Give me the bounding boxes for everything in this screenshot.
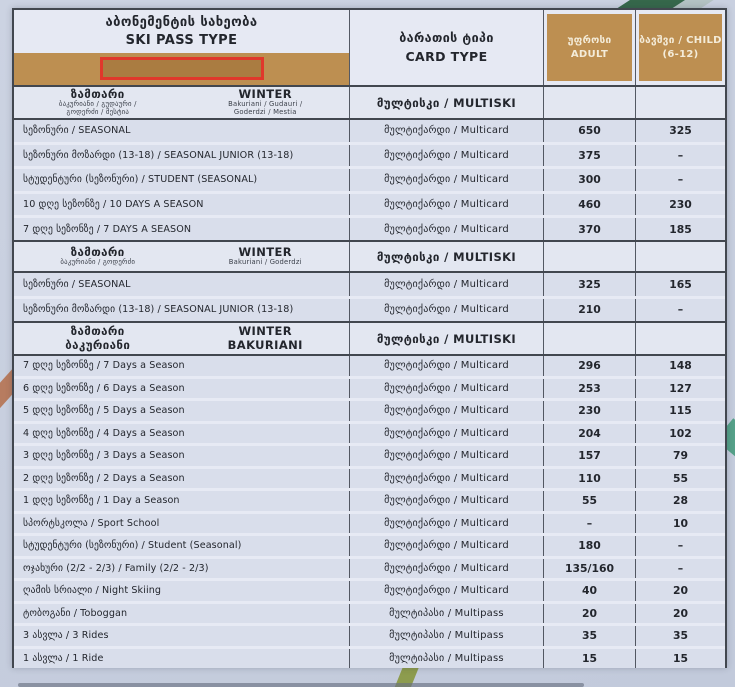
price-row — [14, 299, 725, 322]
section-subtitle-en-line1: Bakuriani / Gudauri / — [228, 100, 303, 109]
price-row — [14, 604, 725, 627]
header-adult — [544, 10, 636, 85]
table-body — [14, 85, 725, 668]
section-subtitle-ka-line1: ბაკურიანი / გუდაური / — [58, 100, 137, 109]
child-price-cell: 115 — [669, 404, 692, 418]
child-price-cell: – — [677, 148, 684, 162]
child-price-cell: – — [677, 561, 684, 575]
section-card-type: მულტისკი / MULTISKI — [350, 323, 544, 354]
section-subtitle-ka-line1: ბაკურიანი / გოდერძი — [60, 258, 136, 267]
price-row — [14, 379, 725, 402]
price-row — [14, 581, 725, 604]
pass-type-cell: 1 დღე სეზონზე / 1 Day a Season — [14, 491, 350, 511]
section-title-cell — [14, 323, 350, 354]
card-type-cell: მულტიქარდი / Multicard — [350, 536, 544, 556]
card-type-cell: მულტიქარდი / Multicard — [350, 169, 544, 191]
adult-price-cell: 204 — [544, 424, 636, 444]
card-type-cell: მულტიქარდი / Multicard — [350, 379, 544, 399]
section-child-empty-cell — [636, 87, 725, 118]
card-type-cell: მულტიქარდი / Multicard — [350, 469, 544, 489]
card-type-cell: მულტიქარდი / Multicard — [350, 491, 544, 511]
table-section — [14, 240, 725, 321]
adult-price-cell: 370 — [544, 218, 636, 240]
child-price-cell: – — [677, 173, 684, 187]
card-type-cell: მულტიქარდი / Multicard — [350, 299, 544, 322]
section-title-en: WINTER — [238, 244, 293, 259]
adult-price-cell: 157 — [544, 446, 636, 466]
child-price-cell: 20 — [672, 584, 689, 598]
price-row — [14, 559, 725, 582]
adult-price-cell: 300 — [544, 169, 636, 191]
adult-price-cell: 180 — [544, 536, 636, 556]
card-type-cell: მულტიქარდი / Multicard — [350, 581, 544, 601]
pass-type-cell: 3 ასვლა / 3 Rides — [14, 626, 350, 646]
child-price-cell: 185 — [669, 222, 692, 236]
ski-pass-type-label-ka: აბონემენტის სახეობა — [105, 14, 258, 30]
child-price-cell: 127 — [669, 381, 692, 395]
section-title-cell — [14, 242, 350, 271]
card-type-cell: მულტიპასი / Multipass — [350, 626, 544, 646]
section-header-row — [14, 240, 725, 273]
card-type-cell: მულტიქარდი / Multicard — [350, 120, 544, 142]
section-adult-empty-cell — [544, 87, 636, 118]
pass-type-cell: 2 დღე სეზონზე / 2 Days a Season — [14, 469, 350, 489]
adult-price-cell: 15 — [544, 649, 636, 669]
section-title-en-line2: BAKURIANI — [227, 337, 303, 352]
section-rows — [14, 273, 725, 321]
table-section — [14, 85, 725, 240]
price-row — [14, 273, 725, 299]
section-title-english — [182, 323, 350, 354]
table-section — [14, 321, 725, 668]
child-price-cell: 28 — [672, 494, 689, 508]
price-row — [14, 649, 725, 669]
adult-price-cell: 296 — [544, 356, 636, 376]
price-row — [14, 194, 725, 219]
pass-type-cell: 10 დღე სეზონზე / 10 DAYS A SEASON — [14, 194, 350, 216]
adult-price-cell: 253 — [544, 379, 636, 399]
child-price-cell: 55 — [672, 471, 689, 485]
adult-price-cell: 20 — [544, 604, 636, 624]
adult-price-cell: – — [544, 514, 636, 534]
card-type-cell: მულტიქარდი / Multicard — [350, 559, 544, 579]
section-title-georgian — [14, 242, 182, 271]
card-type-cell: მულტიქარდი / Multicard — [350, 424, 544, 444]
pass-type-cell: ტობოგანი / Toboggan — [14, 604, 350, 624]
section-title-cell — [14, 87, 350, 118]
section-title-en: WINTER — [238, 87, 293, 102]
header-card-type — [350, 10, 544, 85]
section-rows — [14, 120, 725, 240]
pass-type-cell: 3 დღე სეზონზე / 3 Days a Season — [14, 446, 350, 466]
price-row — [14, 356, 725, 379]
child-price-cell: 10 — [672, 516, 689, 530]
adult-label-ka: უფროსი — [567, 35, 612, 46]
adult-price-cell: 325 — [544, 273, 636, 296]
child-price-cell: 165 — [669, 277, 692, 291]
section-title-ka-line2: ბაკურიანი — [65, 337, 131, 352]
card-type-label-en: CARD TYPE — [405, 48, 488, 64]
pass-type-cell: 1 ასვლა / 1 Ride — [14, 649, 350, 669]
child-price-cell: 79 — [672, 449, 689, 463]
child-price-cell: – — [677, 303, 684, 317]
child-header-block — [639, 14, 722, 81]
red-annotation-box — [100, 57, 264, 80]
child-price-cell: – — [677, 539, 684, 553]
pass-type-cell: 6 დღე სეზონზე / 6 Days a Season — [14, 379, 350, 399]
pass-type-cell: სტუდენტური (სეზონური) / STUDENT (SEASONAL) — [14, 169, 350, 191]
section-rows — [14, 356, 725, 668]
child-label-line2: (6-12) — [662, 48, 699, 60]
child-price-cell: 20 — [672, 606, 689, 620]
section-child-empty-cell — [636, 323, 725, 354]
header-child — [636, 10, 725, 85]
section-header-row — [14, 321, 725, 356]
section-card-type: მულტისკი / MULTISKI — [350, 87, 544, 118]
price-row — [14, 169, 725, 194]
section-adult-empty-cell — [544, 242, 636, 271]
card-type-cell: მულტიქარდი / Multicard — [350, 218, 544, 240]
adult-price-cell: 35 — [544, 626, 636, 646]
child-price-cell: 102 — [669, 426, 692, 440]
adult-price-cell: 230 — [544, 401, 636, 421]
card-type-cell: მულტიქარდი / Multicard — [350, 356, 544, 376]
pass-type-cell: ღამის სრიალი / Night Skiing — [14, 581, 350, 601]
pass-type-cell: 7 დღე სეზონზე / 7 DAYS A SEASON — [14, 218, 350, 240]
pass-type-cell: სეზონური / SEASONAL — [14, 120, 350, 142]
card-type-cell: მულტიპასი / Multipass — [350, 649, 544, 669]
price-row — [14, 120, 725, 145]
section-title-en: WINTER — [238, 324, 293, 339]
adult-price-cell: 460 — [544, 194, 636, 216]
pass-type-cell: სეზონური მოზარდი (13-18) / SEASONAL JUNIOR (13-18) — [14, 299, 350, 322]
section-card-type: მულტისკი / MULTISKI — [350, 242, 544, 271]
card-type-cell: მულტიქარდი / Multicard — [350, 401, 544, 421]
adult-price-cell: 40 — [544, 581, 636, 601]
card-type-cell: მულტიქარდი / Multicard — [350, 145, 544, 167]
ski-pass-type-label-en: SKI PASS TYPE — [125, 32, 238, 48]
section-title-georgian — [14, 323, 182, 354]
card-type-cell: მულტიქარდი / Multicard — [350, 194, 544, 216]
pass-type-cell: სპორტსკოლა / Sport School — [14, 514, 350, 534]
section-title-georgian — [14, 87, 182, 118]
child-price-cell: 35 — [672, 629, 689, 643]
section-title-ka: ზამთარი — [70, 244, 125, 259]
pass-type-cell: ოჯახური (2/2 - 2/3) / Family (2/2 - 2/3) — [14, 559, 350, 579]
section-title-english — [182, 242, 350, 271]
price-row — [14, 514, 725, 537]
highlight-band — [14, 53, 349, 85]
table-header-row — [14, 10, 725, 85]
price-row — [14, 401, 725, 424]
pass-type-cell: 4 დღე სეზონზე / 4 Days a Season — [14, 424, 350, 444]
pass-type-cell: 7 დღე სეზონზე / 7 Days a Season — [14, 356, 350, 376]
section-header-row — [14, 85, 725, 120]
section-child-empty-cell — [636, 242, 725, 271]
price-row — [14, 626, 725, 649]
section-subtitle-ka-line2: გოდერძი / მესტია — [66, 108, 130, 117]
section-title-english — [182, 87, 350, 118]
adult-price-cell: 210 — [544, 299, 636, 322]
header-ski-pass-type — [14, 10, 350, 85]
section-adult-empty-cell — [544, 323, 636, 354]
pass-type-cell: სეზონური / SEASONAL — [14, 273, 350, 296]
card-type-label-ka: ბარათის ტიპი — [399, 29, 494, 45]
adult-header-block — [547, 14, 632, 81]
pass-type-cell: სტუდენტური (სეზონური) / Student (Seasonal) — [14, 536, 350, 556]
child-price-cell: 230 — [669, 198, 692, 212]
price-row — [14, 218, 725, 240]
card-type-cell: მულტიპასი / Multipass — [350, 604, 544, 624]
section-title-ka: ზამთარი — [70, 324, 125, 339]
ski-pass-price-table — [12, 8, 727, 668]
child-price-cell: 325 — [669, 124, 692, 138]
price-row — [14, 424, 725, 447]
adult-price-cell: 110 — [544, 469, 636, 489]
price-row — [14, 491, 725, 514]
price-row — [14, 446, 725, 469]
section-title-ka: ზამთარი — [70, 87, 125, 102]
child-price-cell: 15 — [672, 651, 689, 665]
section-subtitle-en-line1: Bakuriani / Goderdzi — [228, 258, 302, 267]
child-price-cell: 148 — [669, 359, 692, 373]
adult-price-cell: 135/160 — [544, 559, 636, 579]
price-row — [14, 145, 725, 170]
adult-price-cell: 650 — [544, 120, 636, 142]
price-row — [14, 536, 725, 559]
section-subtitle-en-line2: Goderdzi / Mestia — [233, 108, 297, 117]
child-label-line1: ბავშვი / CHILD — [639, 35, 722, 46]
card-type-cell: მულტიქარდი / Multicard — [350, 273, 544, 296]
bottom-strip — [18, 683, 584, 687]
pass-type-cell: სეზონური მოზარდი (13-18) / SEASONAL JUNIOR (13-18) — [14, 145, 350, 167]
adult-price-cell: 55 — [544, 491, 636, 511]
card-type-cell: მულტიქარდი / Multicard — [350, 446, 544, 466]
pass-type-cell: 5 დღე სეზონზე / 5 Days a Season — [14, 401, 350, 421]
adult-label-en: ADULT — [570, 48, 609, 60]
card-type-cell: მულტიქარდი / Multicard — [350, 514, 544, 534]
price-row — [14, 469, 725, 492]
adult-price-cell: 375 — [544, 145, 636, 167]
